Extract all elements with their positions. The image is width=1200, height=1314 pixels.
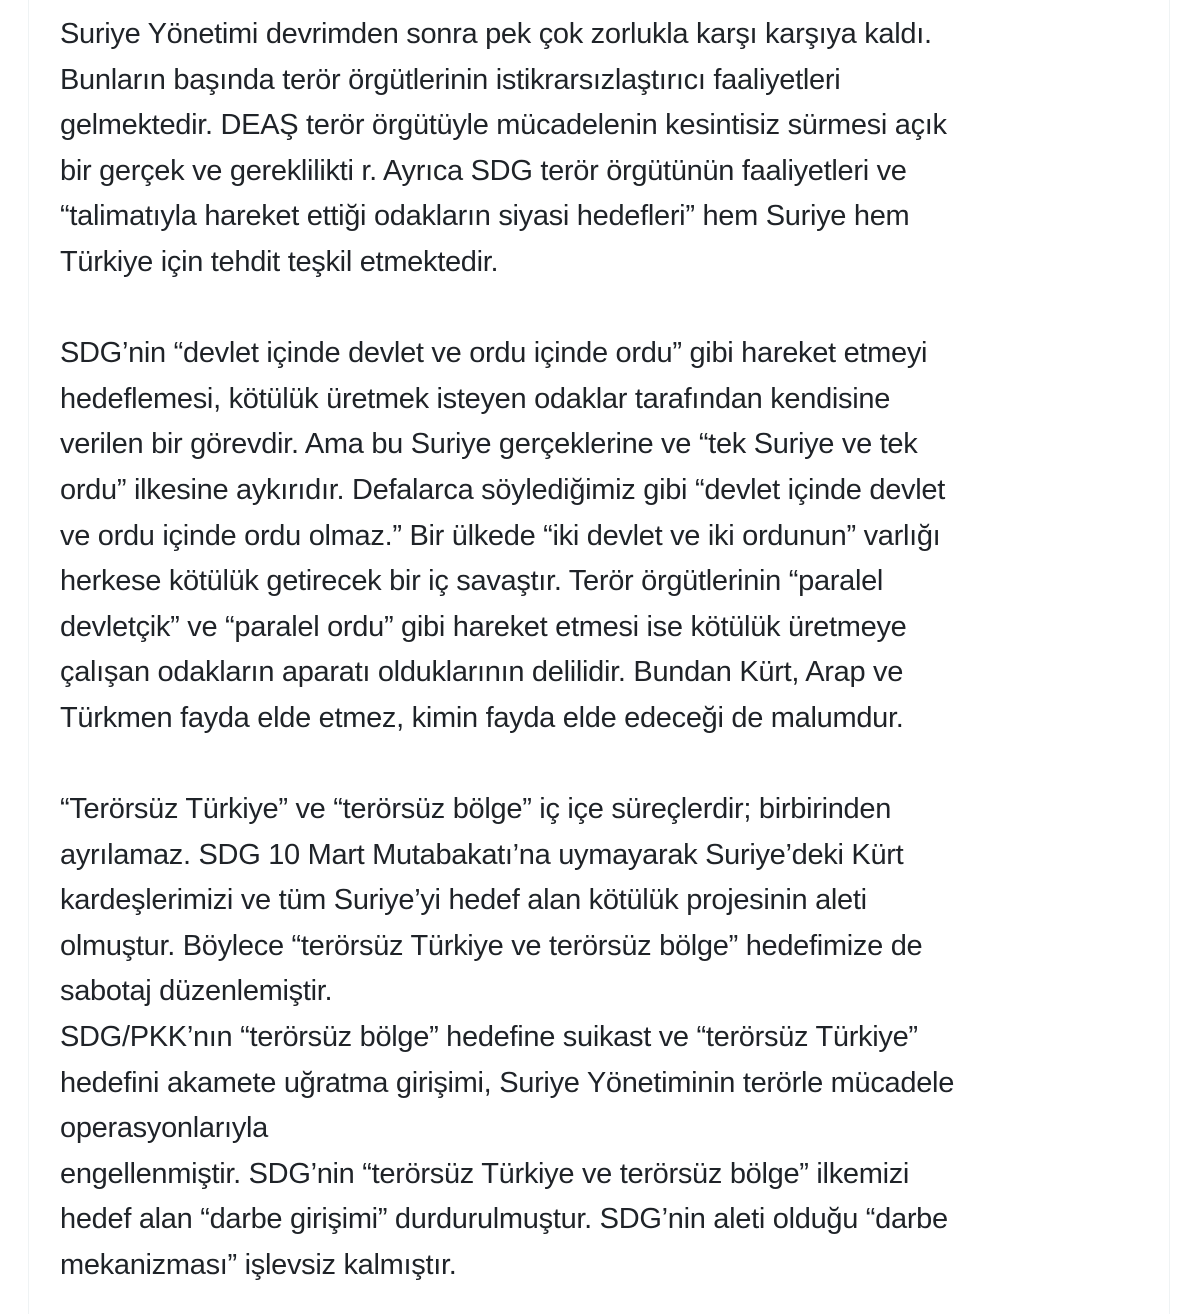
- text-line: operasyonlarıyla: [60, 1112, 268, 1145]
- text-line: ve ordu içinde ordu olmaz.” Bir ülkede “iki devlet ve iki ordunun” varlığı: [60, 519, 941, 552]
- text-line: hedefini akamete uğratma girişimi, Suriye Yönetiminin terörle mücadele: [60, 1066, 955, 1099]
- paragraph-gap: [60, 286, 1160, 332]
- text-line: herkese kötülük getirecek bir iç savaştır. Terör örgütlerinin “paralel: [60, 565, 884, 598]
- text-line: çalışan odakların aparatı olduklarının delilidir. Bundan Kürt, Arap ve: [60, 656, 904, 689]
- text-line: ordu” ilkesine aykırıdır. Defalarca söylediğimiz gibi “devlet içinde devlet: [60, 473, 945, 506]
- text-line: hedef alan “darbe girişimi” durdurulmuştur. SDG’nin aleti olduğu “darbe: [60, 1203, 948, 1236]
- text-line: gelmektedir. DEAŞ terör örgütüyle mücadelenin kesintisiz sürmesi açık: [60, 109, 947, 142]
- text-line: verilen bir görevdir. Ama bu Suriye gerçeklerine ve “tek Suriye ve tek: [60, 428, 918, 461]
- text-line: “talimatıyla hareket ettiği odakların siyasi hedefleri” hem Suriye hem: [60, 200, 910, 233]
- paragraph-gap: [60, 742, 1160, 788]
- text-line: engellenmiştir. SDG’nin “terörsüz Türkiye ve terörsüz bölge” ilkemizi: [60, 1157, 910, 1190]
- text-line: “Terörsüz Türkiye” ve “terörsüz bölge” iç içe süreçlerdir; birbirinden: [60, 793, 892, 826]
- post-text: [60, 12, 1160, 1289]
- text-line: bir gerçek ve gereklilikti r. Ayrıca SDG terör örgütünün faaliyetleri ve: [60, 154, 907, 187]
- text-line: SDG’nin “devlet içinde devlet ve ordu içinde ordu” gibi hareket etmeyi: [60, 337, 928, 370]
- text-line: devletçik” ve “paralel ordu” gibi hareket etmesi ise kötülük üretmeye: [60, 610, 907, 643]
- paragraph-1: [60, 12, 1160, 286]
- text-line: Bunların başında terör örgütlerinin istikrarsızlaştırıcı faaliyetleri: [60, 63, 841, 96]
- paragraph-2: [60, 331, 1160, 741]
- text-line: olmuştur. Böylece “terörsüz Türkiye ve terörsüz bölge” hedefimize de: [60, 929, 923, 962]
- text-line: hedeflemesi, kötülük üretmek isteyen odaklar tarafından kendisine: [60, 382, 891, 415]
- paragraph-3: [60, 787, 1160, 1289]
- text-line: kardeşlerimizi ve tüm Suriye’yi hedef alan kötülük projesinin aleti: [60, 884, 867, 917]
- text-line: Türkmen fayda elde etmez, kimin fayda elde edeceği de malumdur.: [60, 701, 904, 734]
- text-line: mekanizması” işlevsiz kalmıştır.: [60, 1249, 457, 1282]
- text-line: ayrılamaz. SDG 10 Mart Mutabakatı’na uymayarak Suriye’deki Kürt: [60, 838, 904, 871]
- text-line: sabotaj düzenlemiştir.: [60, 975, 333, 1008]
- text-line: SDG/PKK’nın “terörsüz bölge” hedefine suikast ve “terörsüz Türkiye”: [60, 1021, 918, 1054]
- text-line: Suriye Yönetimi devrimden sonra pek çok zorlukla karşı karşıya kaldı.: [60, 18, 932, 50]
- text-line: Türkiye için tehdit teşkil etmektedir.: [60, 245, 499, 278]
